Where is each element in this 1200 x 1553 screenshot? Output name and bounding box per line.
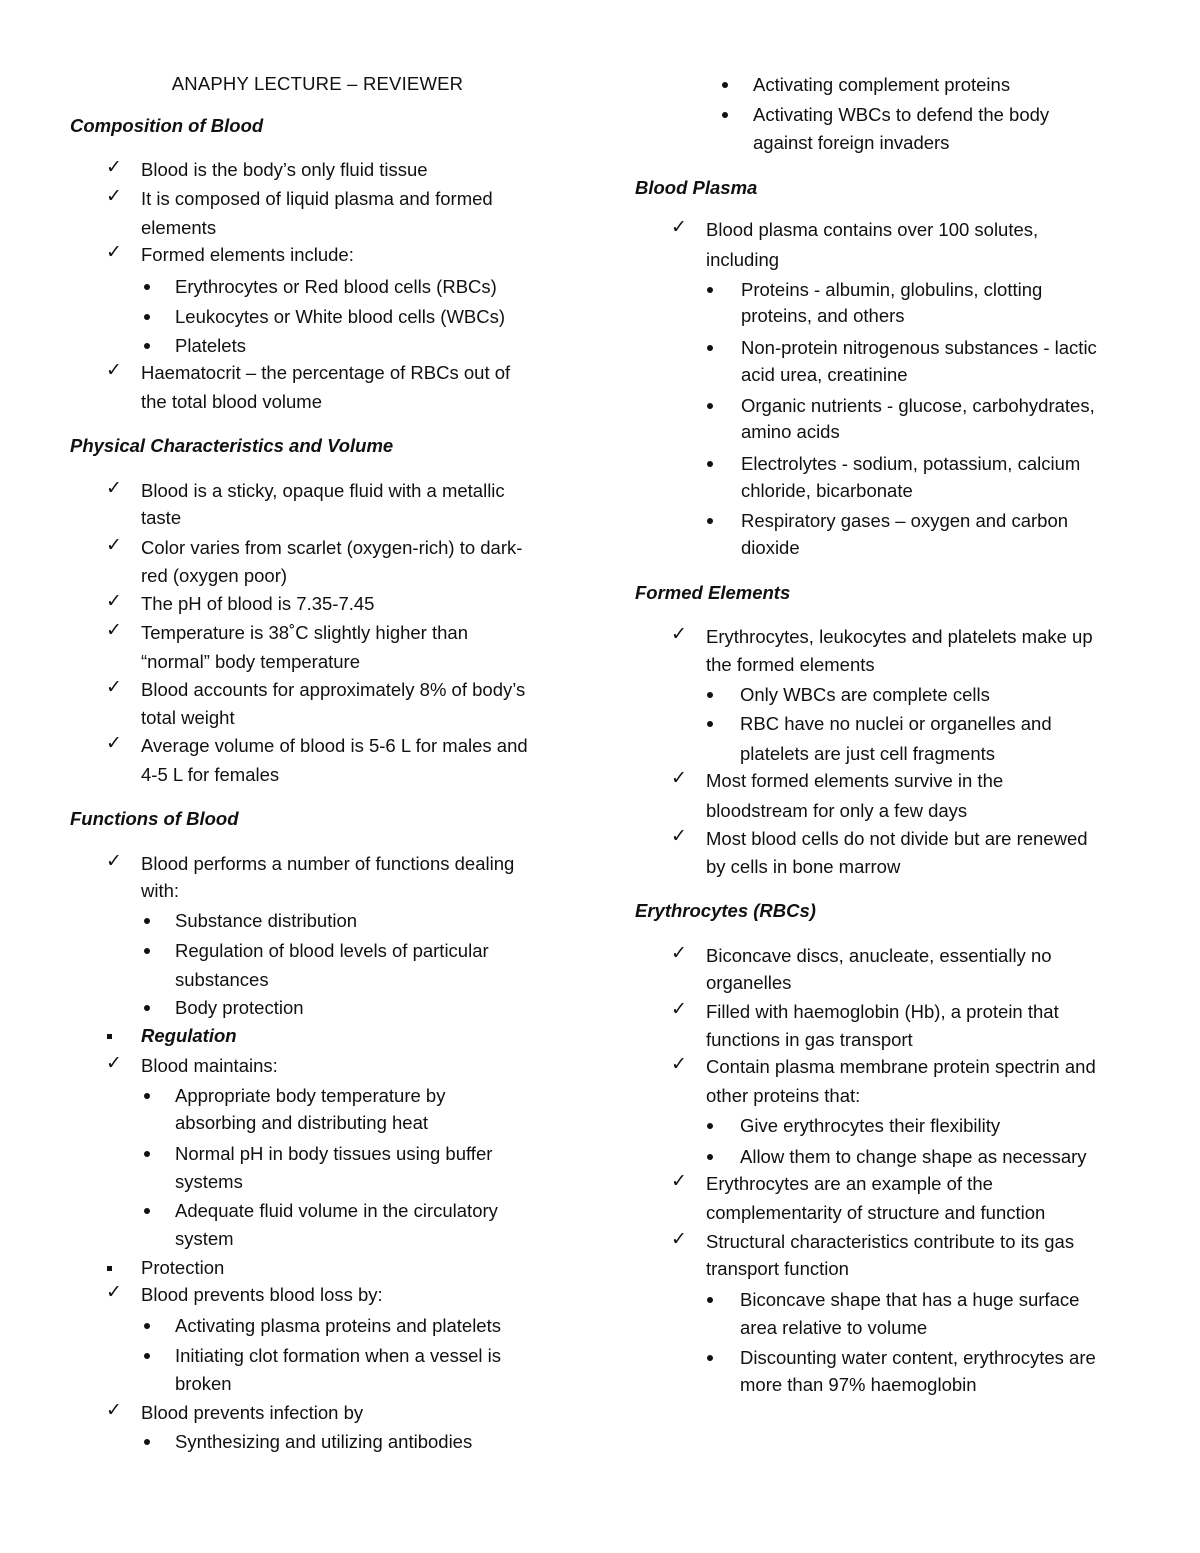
- sub-list-item: Body protection: [175, 997, 304, 1018]
- checkmark-icon: ✓: [106, 591, 122, 612]
- list-item: Erythrocytes are an example of the: [706, 1173, 993, 1194]
- bullet-icon: [144, 314, 150, 320]
- sub-list-item: Biconcave shape that has a huge surface: [740, 1289, 1080, 1310]
- checkmark-icon: ✓: [671, 217, 687, 238]
- checkmark-icon: ✓: [671, 1171, 687, 1192]
- list-item: Erythrocytes, leukocytes and platelets make up: [706, 626, 1093, 647]
- checkmark-icon: ✓: [106, 242, 122, 263]
- bullet-icon: [144, 1005, 150, 1011]
- checkmark-icon: ✓: [106, 478, 122, 499]
- sub-list-item: Initiating clot formation when a vessel is: [175, 1345, 501, 1366]
- bullet-icon: [707, 1297, 713, 1303]
- sub-list-item-continuation: broken: [175, 1373, 232, 1394]
- list-item: Blood is a sticky, opaque fluid with a metallic: [141, 480, 505, 501]
- sub-list-item: Platelets: [175, 335, 246, 356]
- list-item: Average volume of blood is 5-6 L for males and: [141, 735, 528, 756]
- sub-list-item: Normal pH in body tissues using buffer: [175, 1143, 493, 1164]
- list-item-continuation: the formed elements: [706, 654, 875, 675]
- sub-list-item: Erythrocytes or Red blood cells (RBCs): [175, 276, 497, 297]
- list-item: Haematocrit – the percentage of RBCs out of: [141, 362, 511, 383]
- sub-list-item: Substance distribution: [175, 910, 358, 931]
- bullet-icon: [144, 918, 150, 924]
- subheading-protection: Protection: [141, 1257, 225, 1278]
- sub-list-item: Non-protein nitrogenous substances - lactic: [741, 337, 1097, 358]
- sub-list-item-continuation: substances: [175, 969, 269, 990]
- checkmark-icon: ✓: [671, 999, 687, 1020]
- list-item-continuation: complementarity of structure and function: [706, 1202, 1046, 1223]
- bullet-icon: [144, 1439, 150, 1445]
- sub-list-item: Leukocytes or White blood cells (WBCs): [175, 306, 506, 327]
- list-item: Blood maintains:: [141, 1055, 278, 1076]
- bullet-icon: [707, 518, 713, 524]
- subheading-regulation: Regulation: [141, 1025, 237, 1046]
- checkmark-icon: ✓: [106, 535, 122, 556]
- bullet-icon: [707, 1355, 713, 1361]
- list-item-continuation: bloodstream for only a few days: [706, 800, 968, 821]
- list-item: Filled with haemoglobin (Hb), a protein that: [706, 1001, 1059, 1022]
- sub-list-item-continuation: dioxide: [741, 537, 800, 558]
- sub-list-item-continuation: area relative to volume: [740, 1317, 928, 1338]
- bullet-icon: [144, 1353, 150, 1359]
- list-item-continuation: with:: [141, 880, 180, 901]
- sub-list-item: Activating complement proteins: [753, 74, 1011, 95]
- list-item-continuation: by cells in bone marrow: [706, 856, 901, 877]
- sub-list-item: Activating WBCs to defend the body: [753, 104, 1050, 125]
- bullet-icon: [144, 1323, 150, 1329]
- sub-list-item-continuation: proteins, and others: [741, 305, 905, 326]
- list-item-continuation: total weight: [141, 707, 235, 728]
- bullet-icon: [144, 343, 150, 349]
- sub-list-item: Electrolytes - sodium, potassium, calcium: [741, 453, 1081, 474]
- list-item-continuation: organelles: [706, 972, 792, 993]
- list-item-continuation: red (oxygen poor): [141, 565, 288, 586]
- sub-list-item-continuation: acid urea, creatinine: [741, 364, 908, 385]
- checkmark-icon: ✓: [106, 620, 122, 641]
- checkmark-icon: ✓: [671, 1229, 687, 1250]
- sub-list-item: Give erythrocytes their flexibility: [740, 1115, 1001, 1136]
- list-item: Blood prevents blood loss by:: [141, 1284, 383, 1305]
- checkmark-icon: ✓: [106, 1053, 122, 1074]
- checkmark-icon: ✓: [106, 1282, 122, 1303]
- checkmark-icon: ✓: [106, 157, 122, 178]
- sub-list-item-continuation: chloride, bicarbonate: [741, 480, 913, 501]
- bullet-icon: [144, 284, 150, 290]
- sub-list-item: Organic nutrients - glucose, carbohydrates,: [741, 395, 1095, 416]
- sub-list-item: Discounting water content, erythrocytes are: [740, 1347, 1096, 1368]
- checkmark-icon: ✓: [671, 1054, 687, 1075]
- list-item: It is composed of liquid plasma and formed: [141, 188, 493, 209]
- list-item-continuation: other proteins that:: [706, 1085, 861, 1106]
- bullet-icon: [144, 1093, 150, 1099]
- checkmark-icon: ✓: [106, 851, 122, 872]
- list-item-continuation: including: [706, 249, 780, 270]
- sub-list-item: Respiratory gases – oxygen and carbon: [741, 510, 1069, 531]
- sub-list-item-continuation: against foreign invaders: [753, 132, 950, 153]
- list-item: Blood plasma contains over 100 solutes,: [706, 219, 1039, 240]
- checkmark-icon: ✓: [106, 733, 122, 754]
- checkmark-icon: ✓: [671, 943, 687, 964]
- sub-list-item-continuation: absorbing and distributing heat: [175, 1112, 429, 1133]
- sub-list-item-continuation: amino acids: [741, 421, 840, 442]
- list-item-continuation: elements: [141, 217, 217, 238]
- list-item: Formed elements include:: [141, 244, 354, 265]
- bullet-icon: [722, 112, 728, 118]
- checkmark-icon: ✓: [106, 186, 122, 207]
- sub-list-item-continuation: system: [175, 1228, 234, 1249]
- checkmark-icon: ✓: [671, 768, 687, 789]
- checkmark-icon: ✓: [106, 360, 122, 381]
- section-heading-formed: Formed Elements: [635, 582, 791, 603]
- square-bullet-icon: [107, 1266, 112, 1271]
- sub-list-item-continuation: more than 97% haemoglobin: [740, 1374, 977, 1395]
- list-item-continuation: the total blood volume: [141, 391, 323, 412]
- section-heading-physical: Physical Characteristics and Volume: [70, 435, 394, 456]
- list-item: Structural characteristics contribute to its gas: [706, 1231, 1075, 1252]
- list-item-continuation: “normal” body temperature: [141, 651, 361, 672]
- sub-list-item: Only WBCs are complete cells: [740, 684, 990, 705]
- list-item: The pH of blood is 7.35-7.45: [141, 593, 375, 614]
- bullet-icon: [707, 1154, 713, 1160]
- sub-list-item: Regulation of blood levels of particular: [175, 940, 489, 961]
- list-item-continuation: taste: [141, 507, 182, 528]
- sub-list-item: Proteins - albumin, globulins, clotting: [741, 279, 1043, 300]
- sub-list-item: Activating plasma proteins and platelets: [175, 1315, 501, 1336]
- section-heading-erythrocytes: Erythrocytes (RBCs): [635, 900, 816, 921]
- sub-list-item: Appropriate body temperature by: [175, 1085, 446, 1106]
- list-item: Blood is the body’s only fluid tissue: [141, 159, 428, 180]
- sub-list-item: Synthesizing and utilizing antibodies: [175, 1431, 473, 1452]
- bullet-icon: [707, 692, 713, 698]
- list-item: Color varies from scarlet (oxygen-rich) to dark-: [141, 537, 523, 558]
- list-item-continuation: 4-5 L for females: [141, 764, 280, 785]
- list-item: Most blood cells do not divide but are renewed: [706, 828, 1088, 849]
- bullet-icon: [707, 287, 713, 293]
- section-heading-plasma: Blood Plasma: [635, 177, 758, 198]
- checkmark-icon: ✓: [671, 826, 687, 847]
- sub-list-item: Allow them to change shape as necessary: [740, 1146, 1087, 1167]
- list-item: Blood performs a number of functions dealing: [141, 853, 515, 874]
- list-item: Contain plasma membrane protein spectrin and: [706, 1056, 1096, 1077]
- bullet-icon: [707, 721, 713, 727]
- bullet-icon: [144, 1208, 150, 1214]
- checkmark-icon: ✓: [671, 624, 687, 645]
- bullet-icon: [722, 82, 728, 88]
- bullet-icon: [707, 345, 713, 351]
- bullet-icon: [707, 1123, 713, 1129]
- list-item: Blood prevents infection by: [141, 1402, 364, 1423]
- checkmark-icon: ✓: [106, 677, 122, 698]
- sub-list-item-continuation: platelets are just cell fragments: [740, 743, 996, 764]
- section-heading-composition: Composition of Blood: [70, 115, 264, 136]
- sub-list-item-continuation: systems: [175, 1171, 243, 1192]
- list-item: Biconcave discs, anucleate, essentially no: [706, 945, 1052, 966]
- list-item-continuation: transport function: [706, 1258, 849, 1279]
- checkmark-icon: ✓: [106, 1400, 122, 1421]
- sub-list-item: RBC have no nuclei or organelles and: [740, 713, 1052, 734]
- bullet-icon: [144, 948, 150, 954]
- sub-list-item: Adequate fluid volume in the circulatory: [175, 1200, 498, 1221]
- list-item-continuation: functions in gas transport: [706, 1029, 913, 1050]
- document-title: ANAPHY LECTURE – REVIEWER: [171, 73, 464, 94]
- list-item: Most formed elements survive in the: [706, 770, 1004, 791]
- square-bullet-icon: [107, 1034, 112, 1039]
- list-item: Blood accounts for approximately 8% of body’s: [141, 679, 526, 700]
- section-heading-functions: Functions of Blood: [70, 808, 239, 829]
- bullet-icon: [707, 403, 713, 409]
- bullet-icon: [144, 1151, 150, 1157]
- list-item: Temperature is 38˚C slightly higher than: [141, 622, 468, 643]
- bullet-icon: [707, 461, 713, 467]
